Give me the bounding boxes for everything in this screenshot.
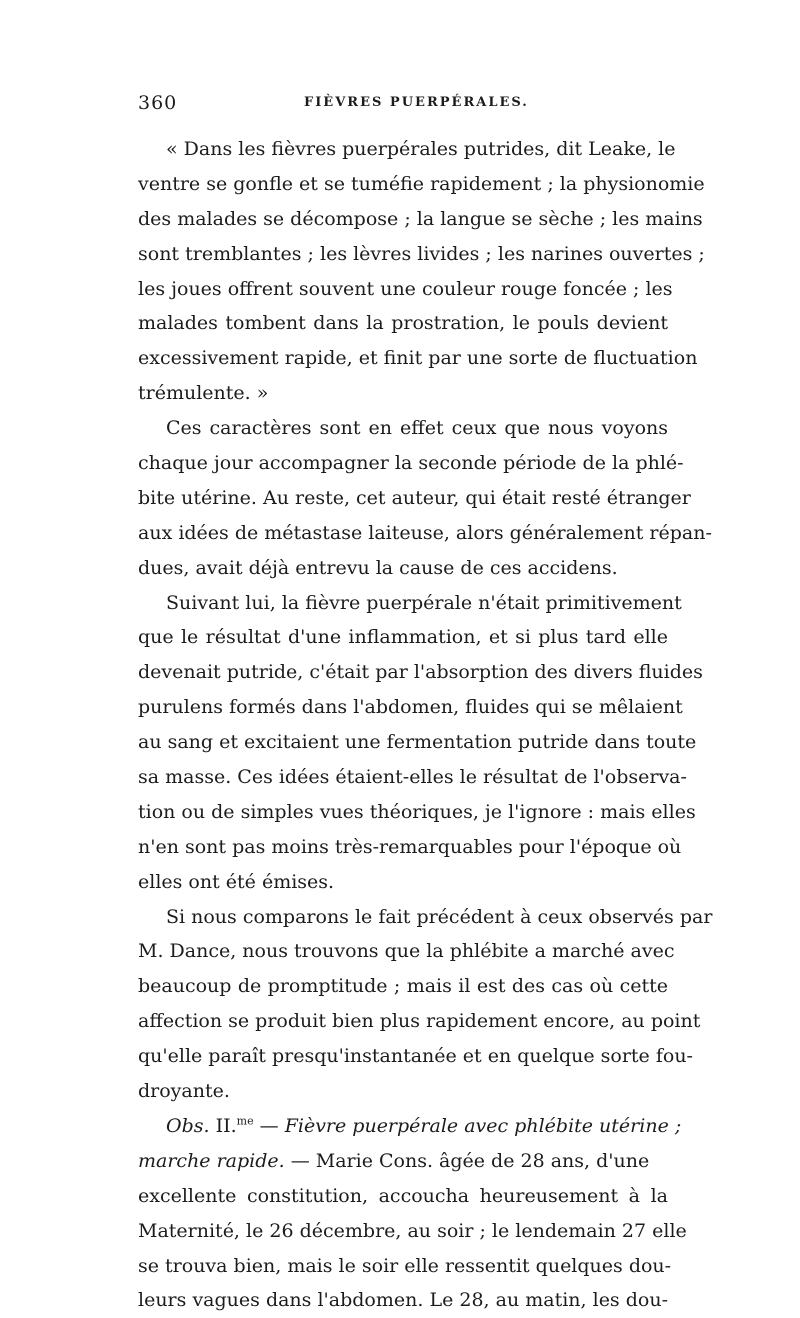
obs-title-part1: Fièvre puerpérale avec phlébite utérine ; bbox=[284, 1114, 682, 1137]
observation-heading bbox=[138, 1109, 682, 1144]
text-line: Si nous comparons le fait précédent à ceux observés par bbox=[166, 905, 713, 928]
text-line: Maternité, le 26 décembre, au soir ; le lendemain 27 elle bbox=[138, 1219, 687, 1242]
text-line: les joues offrent souvent une couleur rouge foncée ; les bbox=[138, 277, 673, 300]
text-line: « Dans les fièvres puerpérales putrides, dit Leake, le bbox=[166, 138, 676, 160]
text-line: devenait putride, c'était par l'absorption des divers fluides bbox=[138, 661, 703, 684]
text-line: elles ont été émises. bbox=[138, 870, 335, 893]
obs-dash: — bbox=[253, 1114, 285, 1137]
text-line: chaque jour accompagner la seconde période de la phlé- bbox=[138, 452, 684, 475]
obs-number-sup: me bbox=[236, 1114, 254, 1128]
text-line: excessivement rapide, et finit par une sorte de fluctuation bbox=[138, 347, 698, 370]
obs-number: II. bbox=[215, 1114, 237, 1137]
page-number: 360 bbox=[138, 92, 178, 114]
obs-label: Obs. bbox=[166, 1114, 210, 1137]
text-line: M. Dance, nous trouvons que la phlébite a marché avec bbox=[138, 940, 675, 963]
body-text bbox=[138, 132, 713, 1318]
text-line: sont tremblantes ; les lèvres livides ; les narines ouvertes ; bbox=[138, 242, 705, 265]
text-line: sa masse. Ces idées étaient-elles le résultat de l'observa- bbox=[138, 766, 687, 789]
text-line: tion ou de simples vues théoriques, je l'ignore : mais elles bbox=[138, 800, 696, 823]
running-head: FIÈVRES PUERPÉRALES. bbox=[304, 95, 529, 110]
text-line: Suivant lui, la fièvre puerpérale n'était primitivement bbox=[166, 591, 682, 614]
text-line: qu'elle paraît presqu'instantanée et en quelque sorte fou- bbox=[138, 1045, 693, 1068]
obs-title-part2: marche rapide. bbox=[138, 1149, 285, 1172]
text-line: excellente constitution, accoucha heureusement à la bbox=[138, 1184, 668, 1207]
text-line: droyante. bbox=[138, 1080, 230, 1103]
page-header bbox=[138, 92, 668, 122]
text-line: se trouva bien, mais le soir elle ressentit quelques dou- bbox=[138, 1254, 672, 1277]
text-line: Ces caractères sont en effet ceux que nous voyons bbox=[166, 417, 668, 440]
text-line: beaucoup de promptitude ; mais il est des cas où cette bbox=[138, 975, 668, 998]
text-line: purulens formés dans l'abdomen, fluides qui se mêlaient bbox=[138, 696, 683, 719]
text-line: trémulente. » bbox=[138, 382, 269, 405]
text-line: bite utérine. Au reste, cet auteur, qui était resté étranger bbox=[138, 486, 691, 509]
text-line: affection se produit bien plus rapidement encore, au point bbox=[138, 1010, 701, 1033]
text-line: malades tombent dans la prostration, le pouls devient bbox=[138, 312, 668, 335]
observation-heading-continued bbox=[138, 1144, 668, 1179]
text-line: leurs vagues dans l'abdomen. Le 28, au matin, les dou- bbox=[138, 1289, 668, 1312]
text-line: dues, avait déjà entrevu la cause de ces accidens. bbox=[138, 556, 618, 579]
obs-after-title: — Marie Cons. âgée de 28 ans, d'une bbox=[284, 1149, 650, 1172]
text-line: que le résultat d'une inflammation, et si plus tard elle bbox=[138, 626, 668, 649]
text-line: ventre se gonfle et se tuméfie rapidement ; la physionomie bbox=[138, 172, 705, 195]
text-line: au sang et excitaient une fermentation putride dans toute bbox=[138, 731, 697, 754]
text-line: aux idées de métastase laiteuse, alors généralement répan- bbox=[138, 521, 712, 544]
text-line: n'en sont pas moins très-remarquables pour l'époque où bbox=[138, 835, 682, 858]
text-line: des malades se décompose ; la langue se sèche ; les mains bbox=[138, 207, 703, 230]
